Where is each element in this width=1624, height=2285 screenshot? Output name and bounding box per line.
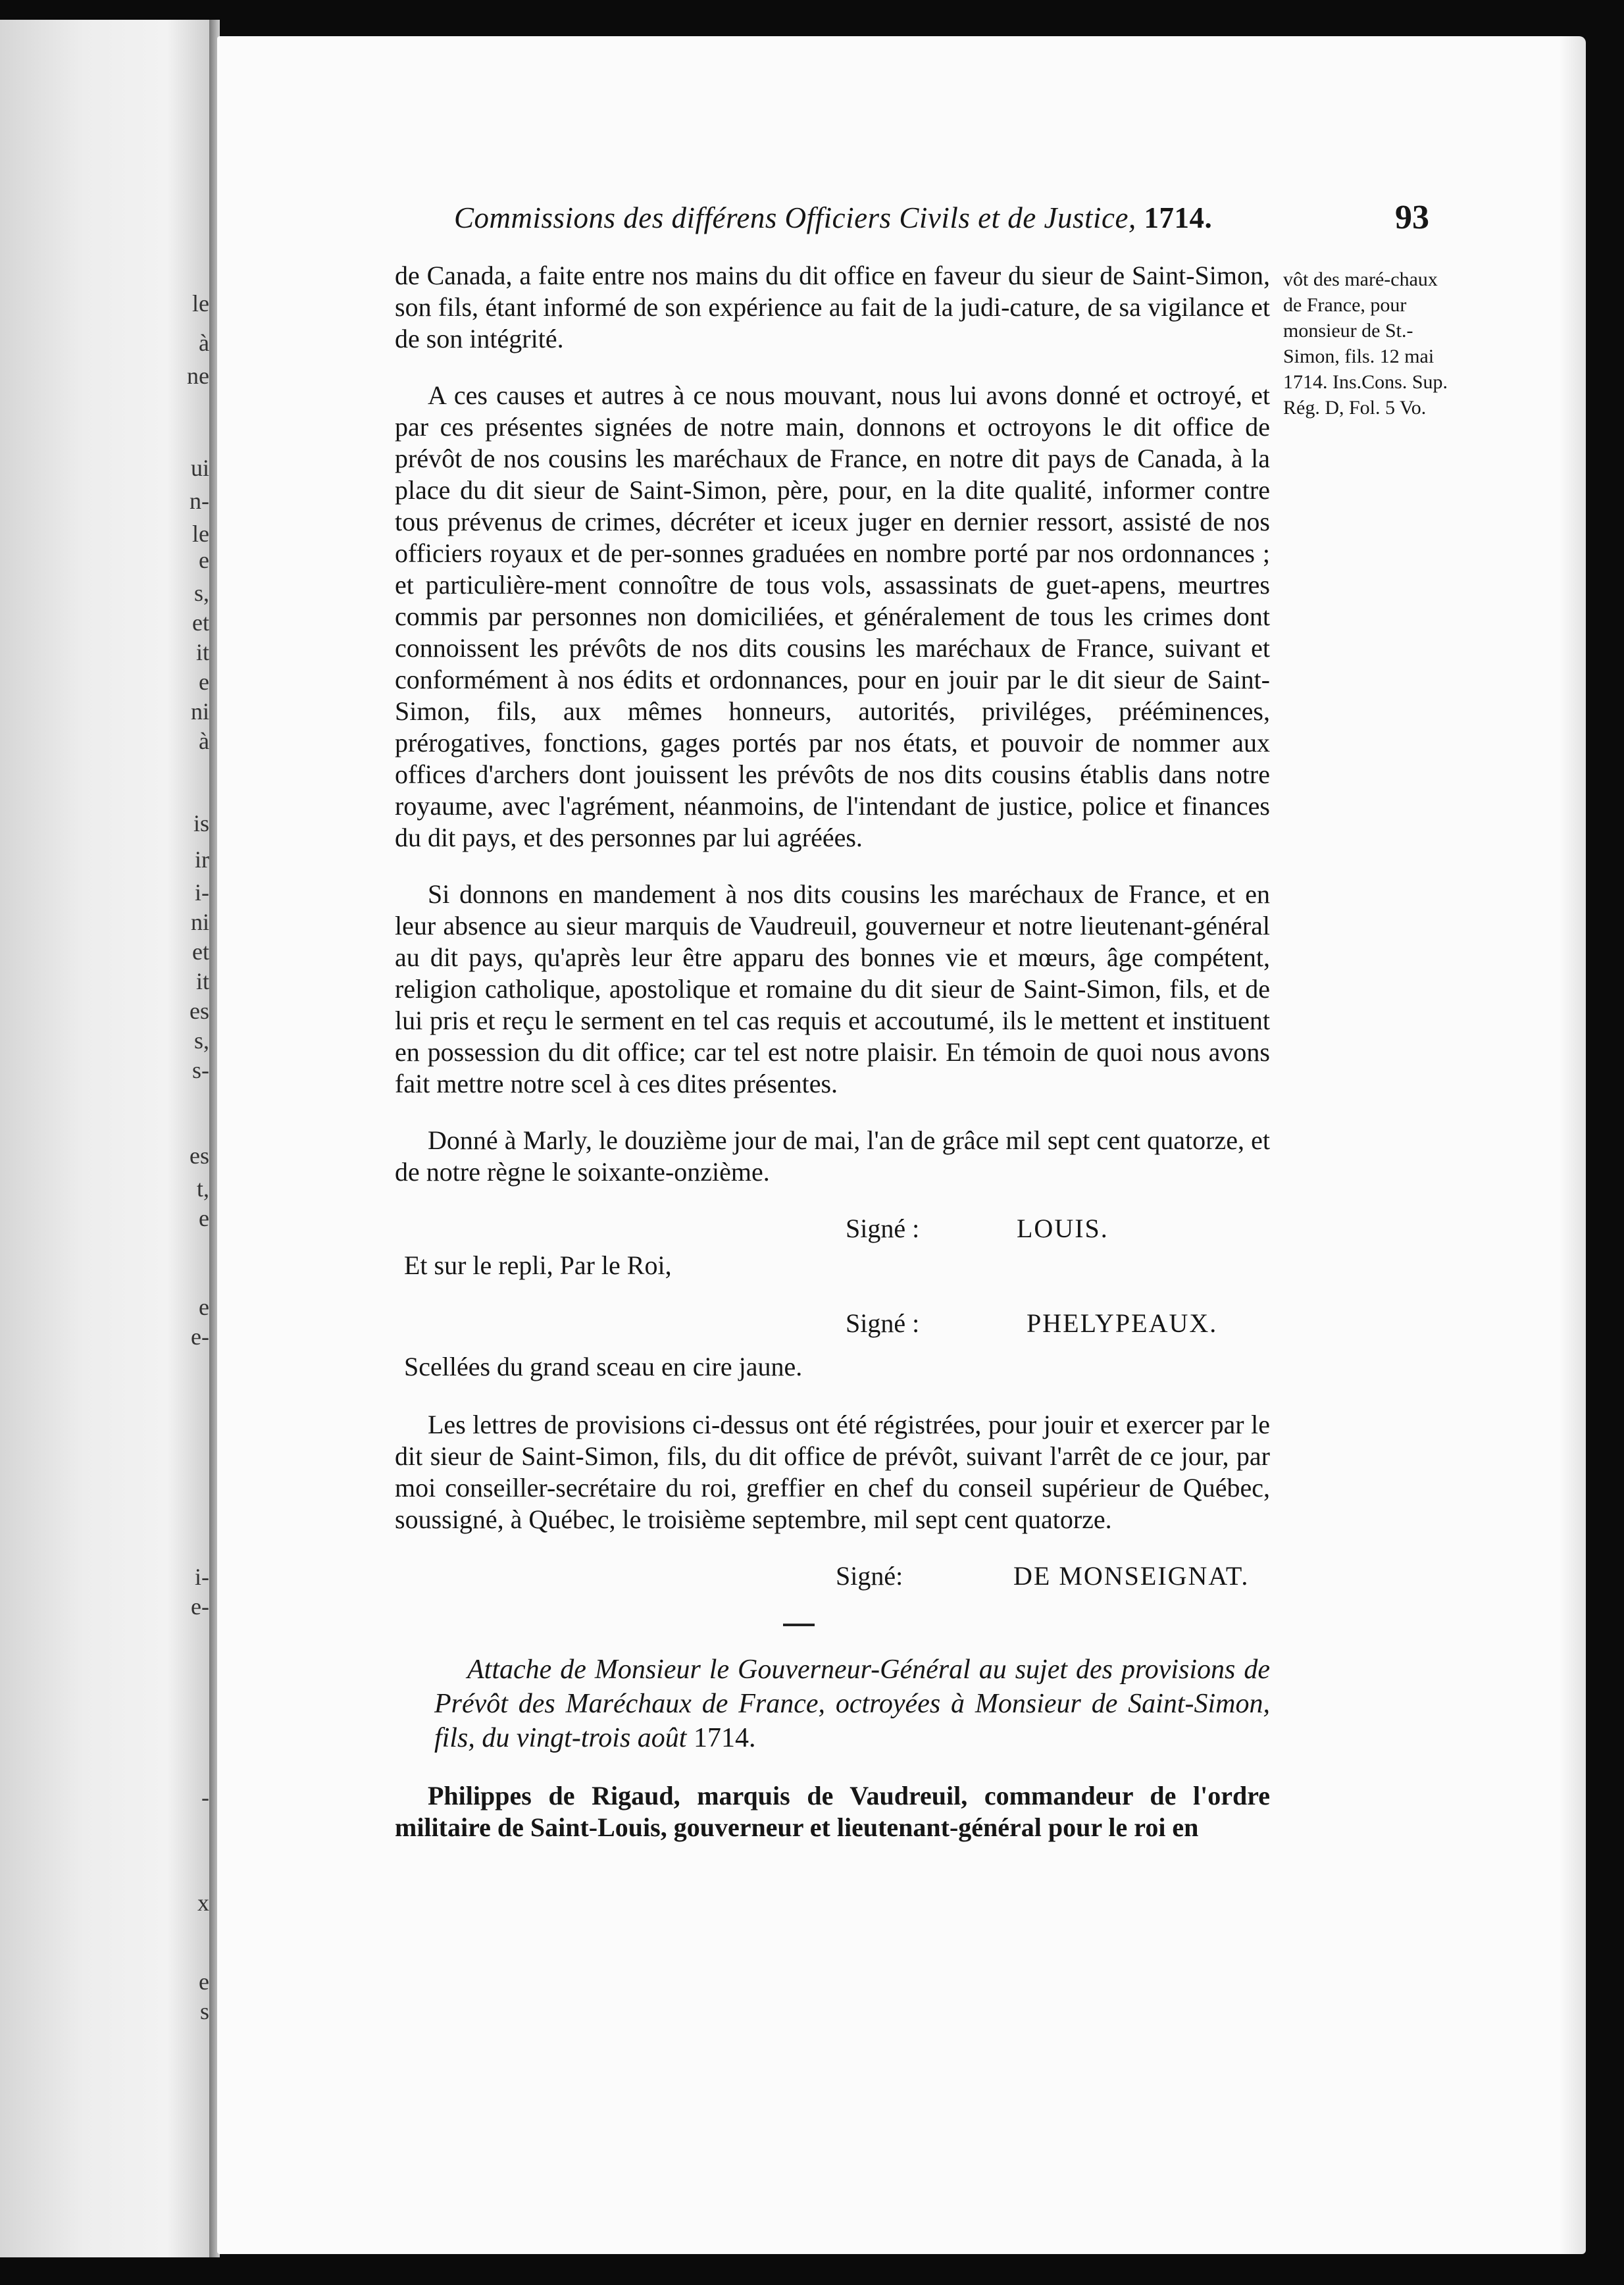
- signature-label: Signé :: [846, 1308, 920, 1338]
- left-page-fragment: s,: [193, 580, 209, 606]
- attache-heading: [395, 1653, 1270, 1755]
- margin-note: vôt des maré-chaux de France, pour monsieur de St.-Simon, fils. 12 mai 1714. Ins.Cons. Sup. Rég. D, Fol. 5 Vo.: [1283, 269, 1448, 419]
- signature-monseignat: [395, 1560, 1270, 1597]
- left-page-fragment: it: [195, 968, 209, 994]
- paragraph-3: Si donnons en mandement à nos dits cousins les maréchaux de France, et en leur absence au sieur marquis de Vaudreuil, gouverneur et notre lieutenant-général au dit pays, qu'après leur être apparu des bonnes vie et mœurs, âge compétent, religion catholique, apostolique et romaine du dit sieur de Saint-Simon, fils, et de lui pris et reçu le serment en tel cas requis et accoutumé, ils le mettent et instituent en possession du dit office; car tel est notre plaisir. En témoin de quoi nous avons fait mettre notre scel à ces dites présentes.: [395, 879, 1270, 1098]
- paragraph-1: de Canada, a faite entre nos mains du dit office en faveur du sieur de Saint-Simon, son fils, étant informé de son expérience au fait de la judi-cature, de sa vigilance et de son intégrité.: [395, 261, 1270, 353]
- signature-name: LOUIS.: [1017, 1214, 1109, 1243]
- left-page-fragment: à: [199, 330, 209, 356]
- left-page-fragment: i-: [195, 879, 209, 906]
- attache-text: Attache de Monsieur le Gouverneur-Général au sujet des provisions de Prévôt des Maréchaux de France, octroyées à Monsieur de Saint-Simon, fils, du vingt-trois août: [434, 1655, 1270, 1753]
- paragraph-6: Philippes de Rigaud, marquis de Vaudreuil, commandeur de l'ordre militaire de Saint-Louis, gouverneur et lieutenant-général pour le roi en: [395, 1781, 1270, 1842]
- left-page-fragment: le: [192, 290, 209, 317]
- left-page-fragment: e: [199, 1294, 209, 1320]
- sceau-line: Scellées du grand sceau en cire jaune.: [404, 1352, 803, 1381]
- left-page-fragment: ne: [187, 363, 209, 389]
- left-page-fragment: e: [199, 547, 209, 573]
- left-page-fragment: e-: [191, 1323, 209, 1350]
- document-page: [217, 36, 1586, 2254]
- left-page-fragment: e-: [191, 1593, 209, 1620]
- signature-label: Signé:: [836, 1561, 903, 1591]
- running-head: [454, 201, 1441, 235]
- page-body: [395, 260, 1270, 1868]
- left-page-fragment: e: [199, 1968, 209, 1995]
- attache-year: 1714.: [693, 1723, 756, 1753]
- signature-phelypeaux: [395, 1308, 1270, 1345]
- left-page-fragment: s: [199, 1998, 209, 2024]
- signature-label: Signé :: [846, 1214, 920, 1243]
- left-page-fragment: s,: [193, 1027, 209, 1054]
- page-edge-shade: [1560, 36, 1586, 2254]
- left-page-fragment: s-: [192, 1057, 209, 1083]
- left-page-fragments: [0, 20, 209, 2257]
- left-page-fragment: is: [193, 810, 209, 836]
- signature-name: DE MONSEIGNAT.: [1013, 1561, 1250, 1591]
- left-page-fragment: à: [199, 728, 209, 754]
- left-page-fragment: et: [192, 938, 209, 965]
- running-head-title: Commissions des différens Officiers Civils et de Justice,: [454, 201, 1136, 234]
- repli-line: Et sur le repli, Par le Roi,: [404, 1250, 672, 1280]
- left-page-fragment: et: [192, 609, 209, 636]
- left-page-fragment: es: [190, 998, 209, 1024]
- left-page-fragment: ni: [190, 698, 209, 725]
- left-facing-page: [0, 20, 209, 2257]
- left-page-fragment: -: [201, 1784, 209, 1810]
- signature-louis: [395, 1213, 1270, 1250]
- left-page-fragment: i-: [195, 1564, 209, 1590]
- section-divider: [783, 1624, 815, 1626]
- left-page-fragment: e: [199, 1205, 209, 1231]
- left-page-fragment: n-: [190, 488, 209, 514]
- running-head-year: 1714.: [1144, 201, 1213, 234]
- paragraph-2: A ces causes et autres à ce nous mouvant, nous lui avons donné et octroyé, et par ces présentes signées de notre main, donnons et octroyons le dit office de prévôt de nos cousins les maréchaux de France, en notre dit pays de Canada, à la place du dit sieur de Saint-Simon, père, pour, en la dite qualité, informer contre tous prévenus de crimes, décréter et iceux juger en dernier ressort, assisté de nos officiers royaux et de per-sonnes graduées en nombre porté par nos ordonnances ; et particulière-ment connoître de tous vols, assassinats de guet-apens, meurtres commis par personnes non domiciliées, et généralement de tous les crimes dont connoissent les prévôts de nos dits cousins les maréchaux de France, suivant et conformément à nos édits et ordonnances, pour en jouir par le dit sieur de Saint-Simon, fils, aux mêmes honneurs, autorités, priviléges, prééminences, prérogatives, fonctions, gages portés par nos états, et pouvoir de nommer aux offices d'archers dont jouissent les prévôts de nos dits cousins établis dans notre royaume, avec l'agrément, néanmoins, de l'intendant de justice, police et finances du dit pays, et des personnes par lui agréées.: [395, 380, 1270, 852]
- left-page-fragment: ni: [190, 909, 209, 935]
- left-page-fragment: e: [199, 669, 209, 695]
- left-page-fragment: t,: [196, 1175, 209, 1202]
- left-page-fragment: it: [195, 639, 209, 665]
- paragraph-5: Les lettres de provisions ci-dessus ont été régistrées, pour jouir et exercer par le dit sieur de Saint-Simon, fils, du dit office de prévôt, suivant l'arrêt de ce jour, par moi conseiller-secrétaire du roi, greffier en chef du conseil supérieur de Québec, soussigné, à Québec, le troisième septembre, mil sept cent quatorze.: [395, 1410, 1270, 1534]
- paragraph-4: Donné à Marly, le douzième jour de mai, l'an de grâce mil sept cent quatorze, et de notre règne le soixante-onzième.: [395, 1125, 1270, 1187]
- left-page-fragment: es: [190, 1142, 209, 1169]
- left-page-fragment: ui: [190, 455, 209, 481]
- page-number: 93: [1395, 199, 1429, 236]
- left-page-fragment: ir: [195, 846, 209, 873]
- signature-name: PHELYPEAUX.: [1027, 1308, 1218, 1338]
- left-page-fragment: le: [192, 521, 209, 547]
- left-page-fragment: x: [197, 1889, 209, 1916]
